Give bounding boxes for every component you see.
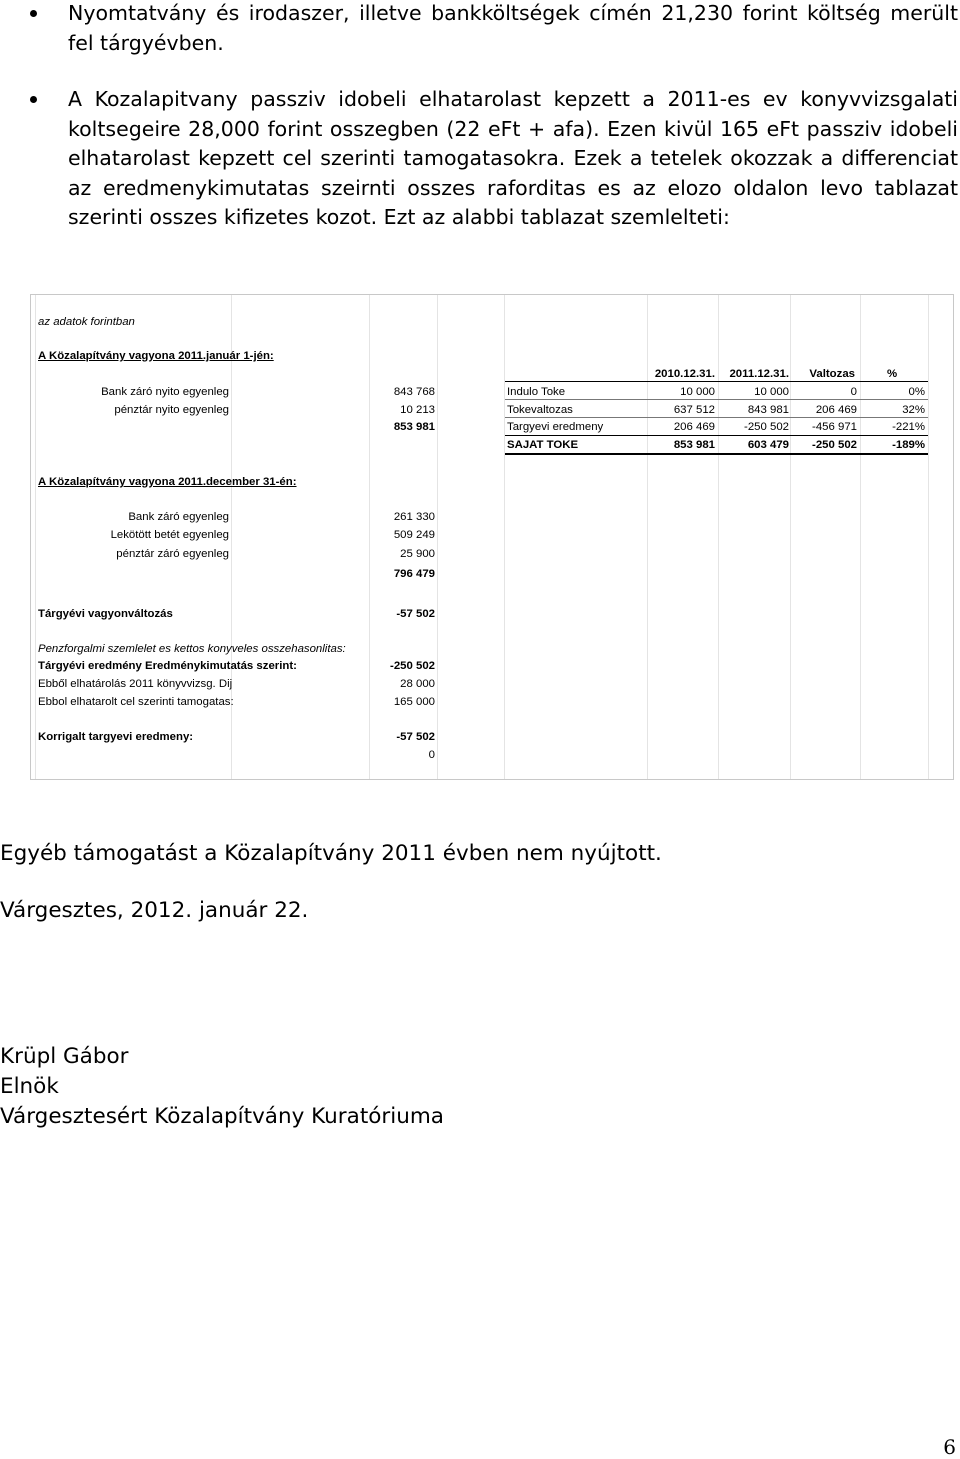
page-number: 6 <box>943 1435 956 1459</box>
adjustment-value: 28 000 <box>400 678 435 690</box>
signatory-name: Krüpl Gábor <box>0 1044 129 1069</box>
equity-label: Tokevaltozas <box>507 404 573 416</box>
signatory-organization: Várgesztesért Közalapítvány Kuratóriuma <box>0 1104 444 1129</box>
equity-value: 206 469 <box>673 421 715 433</box>
bullet-text: A Kozalapitvany passziv idobeli elhatarolast kepzett a 2011-es ev konyvvizsgalati koltsegeire 28,000 forint osszegben (22 eFt + afa). Ezen kivül 165 eFt passziv idobeli elhatarolast kepzett cel szerinti tamogatasokra. Ezek a tetelek okozzak a differenciat az eredmenykimutatas szeirnti osszes raforditas es az elozo oldalon levo tablazat szerinti osszes kifizetes kozot. Ezt az alabbi tablazat szemlelteti: <box>68 87 958 229</box>
adjustment-label: Ebből elhatárolás 2011 könyvvizsg. Dij <box>38 678 233 690</box>
adjustment-value: 165 000 <box>393 696 435 708</box>
equity-value: 32% <box>902 404 925 416</box>
result-label: Tárgyévi eredmény Eredménykimutatás szerint: <box>38 660 297 672</box>
equity-value: 206 469 <box>815 404 857 416</box>
support-statement: Egyéb támogatást a Közalapítvány 2011 évben nem nyújtott. <box>0 841 662 866</box>
bullet-item <box>68 85 958 233</box>
closing-label: Bank záró egyenleg <box>128 511 229 523</box>
closing-label: pénztár záró egyenleg <box>116 548 229 560</box>
comparison-title: Penzforgalmi szemlelet es kettos konyveles osszehasonlitas: <box>38 643 346 655</box>
corrected-value: -57 502 <box>396 731 435 743</box>
change-value: -57 502 <box>396 608 435 620</box>
equity-label: Targyevi eredmeny <box>507 421 604 433</box>
equity-label: Indulo Toke <box>507 386 566 398</box>
equity-value: 0% <box>908 386 925 398</box>
equity-value: 843 981 <box>747 404 789 416</box>
adjustment-label: Ebbol elhatarolt cel szerinti tamogatas: <box>38 696 234 708</box>
change-label: Tárgyévi vagyonváltozás <box>38 608 173 620</box>
equity-header: 2011.12.31. <box>729 368 789 380</box>
place-date: Várgesztes, 2012. január 22. <box>0 898 309 923</box>
equity-value: -456 971 <box>812 421 857 433</box>
equity-value: 10 000 <box>754 386 789 398</box>
opening-total: 853 981 <box>393 421 435 433</box>
closing-label: Lekötött betét egyenleg <box>110 529 229 541</box>
closing-value: 261 330 <box>393 511 435 523</box>
equity-value: 637 512 <box>673 404 715 416</box>
opening-label: Bank záró nyito egyenleg <box>101 386 229 398</box>
opening-value: 10 213 <box>400 404 435 416</box>
opening-title: A Közalapítvány vagyona 2011.január 1-jén: <box>38 350 274 362</box>
spreadsheet-image <box>30 294 954 780</box>
opening-label: pénztár nyito egyenleg <box>114 404 229 416</box>
equity-header: 2010.12.31. <box>654 368 715 380</box>
result-value: -250 502 <box>390 660 435 672</box>
closing-total: 796 479 <box>393 568 435 580</box>
closing-value: 25 900 <box>400 548 435 560</box>
zero-value: 0 <box>428 749 435 761</box>
equity-total-value: -250 502 <box>812 439 857 451</box>
equity-value: 0 <box>850 386 857 398</box>
equity-total-value: -189% <box>892 439 925 451</box>
equity-total-value: 853 981 <box>673 439 715 451</box>
closing-title: A Közalapítvány vagyona 2011.december 31-én: <box>38 476 297 488</box>
signatory-role: Elnök <box>0 1074 59 1099</box>
opening-value: 843 768 <box>393 386 435 398</box>
bullet-text: Nyomtatvány és irodaszer, illetve bankköltségek címén 21,230 forint költség merült fel tárgyévben. <box>68 1 958 55</box>
equity-total-value: 603 479 <box>747 439 789 451</box>
bullet-dot-icon <box>30 10 37 17</box>
equity-value: -221% <box>892 421 925 433</box>
corrected-label: Korrigalt targyevi eredmeny: <box>38 731 194 743</box>
bullet-dot-icon <box>30 96 37 103</box>
unit-note: az adatok forintban <box>38 316 135 328</box>
equity-header: Valtozas <box>809 368 855 380</box>
equity-value: 10 000 <box>680 386 715 398</box>
bullet-item <box>68 0 958 58</box>
equity-value: -250 502 <box>744 421 789 433</box>
closing-value: 509 249 <box>393 529 435 541</box>
equity-header: % <box>887 368 898 380</box>
equity-total-label: SAJAT TOKE <box>507 439 579 451</box>
